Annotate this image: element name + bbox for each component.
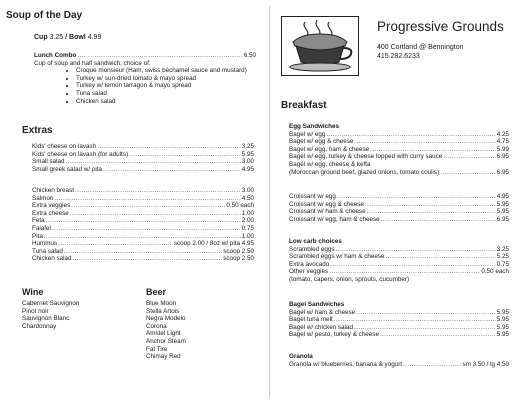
dot-leader (380, 331, 496, 339)
list-item: Amstel Light (146, 330, 181, 338)
list-item: Bagel tuna melt ..... 5.95 (289, 316, 509, 324)
list-item: Pinot noir (22, 307, 49, 315)
list-item: Corona (146, 322, 167, 330)
dot-leader (103, 166, 241, 174)
lunch-combo-options (34, 67, 256, 105)
list-item: • Tuna salad (76, 90, 256, 98)
list-item: Other veggies ..... 0.50 each (289, 268, 509, 276)
extras-title: Extras (22, 125, 53, 136)
low-carb-choices (289, 238, 509, 284)
soup-title: Soup of the Day (6, 10, 83, 21)
list-item: Hummus ..... scoop 2.00 / 8oz w/ pita 4.95 (32, 240, 254, 248)
beer-list (146, 300, 186, 361)
wine-title: Wine (22, 287, 44, 297)
dot-leader (334, 316, 496, 324)
dot-leader (66, 158, 241, 166)
dot-leader (367, 208, 496, 216)
dot-leader (52, 225, 241, 233)
list-item: Tuna salad ..... scoop 2.50 (32, 248, 254, 256)
dot-leader (54, 195, 240, 203)
list-item: Sauvignon Blanc (22, 315, 70, 323)
granola-title: Granola (289, 353, 313, 360)
lunch-combo-price: 6.50 (243, 52, 256, 59)
dot-leader (386, 253, 496, 261)
list-item: Bagel w/ ham & cheese ..... 5.95 (289, 309, 509, 317)
list-item: Cabernet Sauvignon (22, 300, 80, 307)
list-item: Bagel w/ egg & cheese ..... 4.75 (289, 138, 509, 146)
list-item: Small greek salad w/ pita ..... 4.95 (32, 166, 254, 174)
brand-address: 400 Cortland @ Bennington (377, 44, 464, 51)
dot-leader (97, 143, 241, 151)
dot-leader (58, 240, 173, 248)
dot-leader (73, 255, 223, 263)
list-item: Stella Artois (146, 307, 180, 315)
dot-leader (354, 324, 496, 332)
list-item: Salmon ..... 4.50 (32, 195, 254, 203)
brand-phone: 415.282.6233 (377, 53, 420, 60)
dot-leader (44, 233, 241, 241)
dot-leader (129, 151, 241, 159)
list-item: Chardonnay (22, 322, 57, 330)
dot-leader (336, 246, 496, 254)
brand-name: Progressive Grounds (377, 19, 504, 34)
wine-list (22, 300, 79, 330)
bagel-sandwiches (289, 301, 509, 339)
dot-leader (365, 201, 496, 209)
column-divider (269, 6, 270, 398)
list-item: Croissant w/ ham & cheese ..... 5.95 (289, 208, 509, 216)
low-carb-title: Low carb choices (289, 238, 342, 245)
list-item: Bagel w/ egg, ham & cheese ..... 5.99 (289, 146, 509, 154)
list-item: Fat Tire (146, 345, 168, 353)
list-item: • Turkey w/ sun-dried tomato & mayo spread (76, 75, 256, 83)
coffee-cup-icon (281, 16, 359, 76)
dot-leader (70, 210, 241, 218)
list-item: Chicken breast ..... 3.00 (32, 187, 254, 195)
list-item: • Chicken salad (76, 98, 256, 106)
list-item: (Moroccan ground beef, glazed onions, tomato coulis) ..... 6.95 (289, 169, 509, 177)
dot-leader (381, 216, 496, 224)
dot-leader (329, 268, 480, 276)
egg-sandwiches (289, 123, 509, 176)
breakfast-title: Breakfast (281, 100, 327, 111)
egg-sandwiches-title: Egg Sandwiches (289, 123, 340, 130)
list-item: Extra veggies ..... 0.50 each (32, 202, 254, 210)
dot-leader (330, 261, 495, 269)
coffee-cup-logo (281, 16, 359, 76)
granola (289, 353, 509, 368)
dot-leader (46, 217, 241, 225)
list-item: Bagel w/ pesto, turkey & cheese ..... 5.95 (289, 331, 509, 339)
list-item: Scrambled eggs ..... 3.25 (289, 246, 509, 254)
list-item: Croissant w/ egg ..... 4.95 (289, 193, 509, 201)
lunch-combo-title: Lunch Combo (34, 52, 77, 59)
dot-leader (370, 146, 496, 154)
list-item: Kids' cheese on lavash ..... 3.25 (32, 143, 254, 151)
list-item: Kids' cheese on lavash (for adults) ..... 5.95 (32, 151, 254, 159)
list-item: Croissant w/ egg & cheese ..... 5.95 (289, 201, 509, 209)
lunch-combo-row (34, 52, 256, 60)
list-item: Chicken salad ..... scoop 2.50 (32, 255, 254, 263)
list-item: • Croque monsieur (Ham, swiss béchamel sauce and mustard) (76, 67, 256, 75)
bowl-price: 4.99 (87, 34, 102, 41)
list-item: Scrambled eggs w/ ham & cheese ..... 5.25 (289, 253, 509, 261)
soup-prices (34, 34, 101, 42)
dot-leader (337, 193, 496, 201)
list-item: Pita ..... 1.00 (32, 233, 254, 241)
dot-leader (75, 187, 241, 195)
dot-leader (77, 52, 242, 60)
list-item: Negra Modelo (146, 315, 186, 323)
dot-leader (403, 361, 461, 369)
list-item: Blue Moon (146, 300, 177, 307)
list-item: Small salad ..... 3.00 (32, 158, 254, 166)
list-item: Bagel w/ egg, turkey & cheese topped with curry sauce ..... 6.95 (289, 153, 509, 161)
cup-price: 3.25 (49, 34, 64, 41)
bagel-sandwiches-title: Bagel Sandwiches (289, 301, 345, 308)
bowl-label: / Bowl (65, 34, 86, 41)
dot-leader (356, 309, 496, 317)
dot-leader (354, 138, 495, 146)
low-carb-note: (tomato, capers, onion, sprouts, cucumber) (289, 275, 410, 283)
list-item: Bagel w/ egg, cheese & kefta (289, 160, 371, 168)
brand-contact (377, 43, 464, 61)
dot-leader (326, 131, 495, 139)
dot-leader (64, 248, 222, 256)
list-item: Granola w/ blueberries, banana & yogurt ..... sm 3.50 / lg 4.50 (289, 361, 509, 369)
croissant-sandwiches (289, 193, 509, 223)
lunch-combo-desc: Cup of soup and half sandwich, choice of: (34, 59, 151, 67)
list-item: Extra cheese ..... 1.00 (32, 210, 254, 218)
extras-group-2 (32, 187, 254, 263)
list-item: Falafel ..... 0.75 (32, 225, 254, 233)
extras-group-1 (32, 143, 254, 173)
cup-label: Cup (34, 34, 48, 41)
list-item: Feta ..... 2.00 (32, 217, 254, 225)
list-item: Croissant w/ egg, ham & cheese ..... 6.95 (289, 216, 509, 224)
dot-leader (440, 169, 496, 177)
list-item: Bagel w/ egg ..... 4.25 (289, 131, 509, 139)
beer-title: Beer (146, 287, 167, 297)
list-item: Chimay Red (146, 353, 181, 361)
lunch-combo (34, 52, 256, 105)
dot-leader (443, 153, 495, 161)
list-item: Bagel w/ chicken salad ..... 5.95 (289, 324, 509, 332)
list-item: Extra avocado ..... 0.75 (289, 261, 509, 269)
dot-leader (71, 202, 225, 210)
list-item: • Turkey w/ lemon tarragon & mayo spread (76, 82, 256, 90)
list-item: Anchor Steam (146, 337, 186, 345)
